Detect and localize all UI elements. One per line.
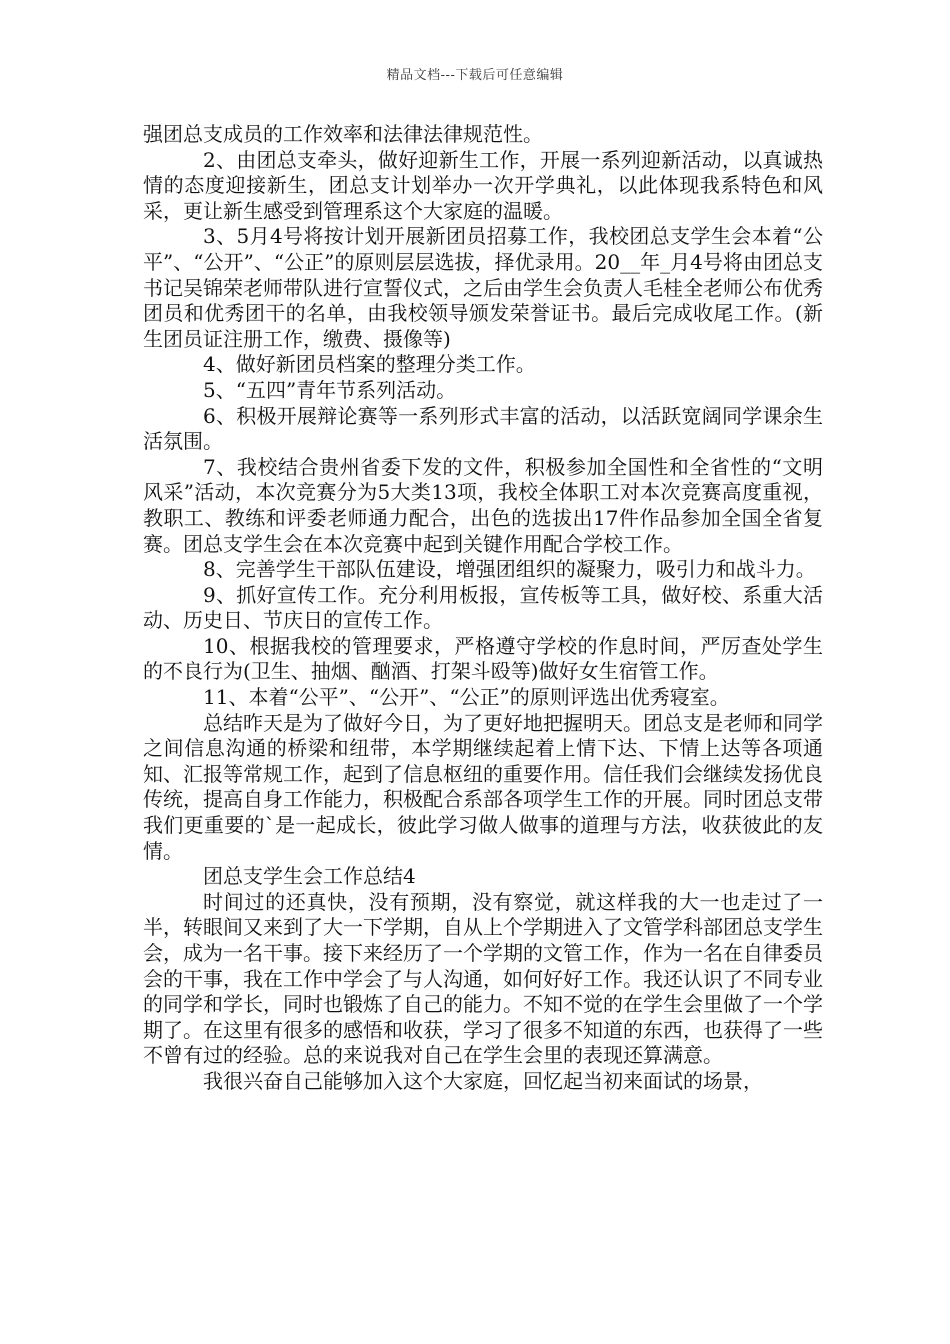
list-item-11: 11、本着“公平”、“公开”、“公正”的原则评选出优秀寝室。 [203, 685, 730, 710]
list-item-6: 6、积极开展辩论赛等一系列形式丰富的活动，以活跃宽阔同学课余生活氛围。 [143, 403, 823, 454]
list-item-5: 5、“五四”青年节系列活动。 [203, 377, 457, 402]
document-body [143, 122, 823, 1095]
section-heading: 团总支学生会工作总结4 [203, 864, 416, 889]
list-item-9: 9、抓好宣传工作。充分利用板报，宣传板等工具，做好校、系重大活动、历史日、节庆日的宣传工作。 [143, 582, 823, 633]
list-item-3: 3、5月4号将按计划开展新团员招募工作，我校团总支学生会本着“公平”、“公开”、“公正”的原则层层选拔，择优录用。20__年_月4号将由团总支书记吴锦荣老师带队进行宣誓仪式，之后由学生会负责人毛桂全老师公布优秀团员和优秀团干的名单，由我校领导颁发荣誉证书。最后完成收尾工作。(新生团员证注册工作，缴费、摄像等) [143, 224, 823, 351]
list-item-7: 7、我校结合贵州省委下发的文件，积极参加全国性和全省性的“文明风采”活动，本次竞赛分为5大类13项，我校全体职工对本次竞赛高度重视，教职工、教练和评委老师通力配合，出色的选拔出17件作品参加全国全省复赛。团总支学生会在本次竞赛中起到关键作用配合学校工作。 [143, 454, 823, 556]
section-paragraph: 时间过的还真快，没有预期，没有察觉，就这样我的大一也走过了一半，转眼间又来到了大一下学期，自从上个学期进入了文管学科部团总支学生会，成为一名干事。接下来经历了一个学期的文管工作，作为一名在自律委员会的干事，我在工作中学会了与人沟通，如何好好工作。我还认识了不同专业的同学和学长，同时也锻炼了自己的能力。不知不觉的在学生会里做了一个学期了。在这里有很多的感悟和收获，学习了很多不知道的东西，也获得了一些不曾有过的经验。总的来说我对自己在学生会里的表现还算满意。 [143, 889, 823, 1068]
list-item-4: 4、做好新团员档案的整理分类工作。 [203, 352, 536, 377]
page-header: 精品文档---下载后可任意编辑 [386, 68, 564, 83]
list-item-8: 8、完善学生干部队伍建设，增强团组织的凝聚力，吸引力和战斗力。 [203, 557, 816, 582]
paragraph-continued: 强团总支成员的工作效率和法律法律规范性。 [143, 122, 543, 146]
summary-paragraph: 总结昨天是为了做好今日，为了更好地把握明天。团总支是老师和同学之间信息沟通的桥梁和纽带，本学期继续起着上情下达、下情上达等各项通知、汇报等常规工作，起到了信息枢纽的重要作用。信任我们会继续发扬优良传统，提高自身工作能力，积极配合系部各项学生工作的开展。同时团总支带我们更重要的`是一起成长，彼此学习做人做事的道理与方法，收获彼此的友情。 [143, 710, 823, 863]
section-paragraph-continued: 我很兴奋自己能够加入这个大家庭，回忆起当初来面试的场景， [203, 1068, 763, 1093]
list-item-10: 10、根据我校的管理要求，严格遵守学校的作息时间，严厉查处学生的不良行为(卫生、抽烟、酗酒、打架斗殴等)做好女生宿管工作。 [143, 633, 823, 684]
list-item-2: 2、由团总支牵头，做好迎新生工作，开展一系列迎新活动，以真诚热情的态度迎接新生，团总支计划举办一次开学典礼，以此体现我系特色和风采，更让新生感受到管理系这个大家庭的温暖。 [143, 147, 823, 223]
